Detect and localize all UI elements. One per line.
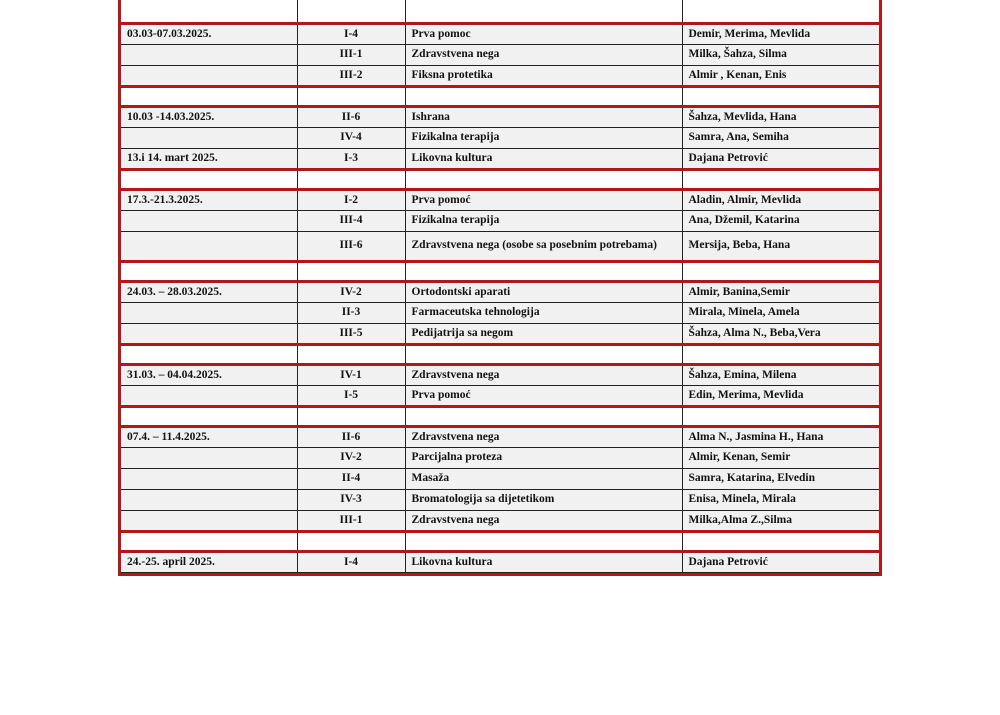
table-row [121,189,879,210]
subject-cell: Fizikalna terapija [405,210,682,231]
teachers-cell: Alma N., Jasmina H., Hana [682,426,879,447]
subject-cell: Parcijalna proteza [405,447,682,468]
subject-cell: Zdravstvena nega [405,364,682,385]
date-cell [121,44,297,65]
teachers-cell: Samra, Katarina, Elvedin [682,468,879,489]
subject-cell [405,344,682,364]
class-cell: I-5 [297,385,405,406]
date-cell [121,489,297,510]
subject-cell: Farmaceutska tehnologija [405,302,682,323]
subject-cell: Prva pomoć [405,385,682,406]
table-row [121,551,879,572]
subject-cell: Ishrana [405,106,682,127]
table-row [121,65,879,86]
subject-cell: Likovna kultura [405,148,682,169]
teachers-cell: Šahza, Emina, Milena [682,364,879,385]
date-cell [121,344,297,364]
teachers-cell [682,531,879,551]
schedule-sheet [118,0,882,576]
teachers-cell: Mersija, Beba, Hana [682,231,879,261]
date-cell [121,0,297,23]
date-cell: 03.03-07.03.2025. [127,27,212,40]
table-row [121,127,879,148]
date-cell [121,531,297,551]
class-cell: II-4 [297,468,405,489]
class-cell [297,531,405,551]
teachers-cell: Samra, Ana, Semiha [682,127,879,148]
date-cell [121,447,297,468]
class-cell: III-4 [297,210,405,231]
class-cell [297,344,405,364]
teachers-cell: Dajana Petrović [682,148,879,169]
teachers-cell [682,406,879,426]
date-cell: 24.03. – 28.03.2025. [127,285,222,298]
class-cell [297,86,405,106]
teachers-cell: Edin, Merima, Mevlida [682,385,879,406]
class-cell: IV-3 [297,489,405,510]
separator-row [121,531,879,551]
table-row [121,231,879,261]
class-cell [297,261,405,281]
date-cell [121,169,297,189]
subject-cell [405,0,682,23]
subject-cell: Fiksna protetika [405,65,682,86]
date-cell [121,86,297,106]
teachers-cell [682,169,879,189]
table-row [121,447,879,468]
class-cell: III-2 [297,65,405,86]
class-cell: I-2 [297,189,405,210]
date-cell: 10.03 -14.03.2025. [127,110,215,123]
separator-row [121,86,879,106]
teachers-cell [682,344,879,364]
table-row [121,468,879,489]
schedule-table [121,0,879,573]
teachers-cell: Šahza, Mevlida, Hana [682,106,879,127]
class-cell: II-6 [297,106,405,127]
date-cell [121,210,297,231]
subject-cell: Zdravstvena nega [405,44,682,65]
date-cell [121,231,297,261]
table-row [121,323,879,344]
subject-cell: Zdravstvena nega (osobe sa posebnim potrebama) [405,231,682,261]
table-row [121,364,879,385]
subject-cell [405,169,682,189]
subject-cell: Zdravstvena nega [405,426,682,447]
class-cell: III-6 [297,231,405,261]
date-cell [121,323,297,344]
date-cell [121,406,297,426]
class-cell: I-4 [297,551,405,572]
date-cell: 07.4. – 11.4.2025. [127,430,210,443]
class-cell: IV-4 [297,127,405,148]
separator-row [121,169,879,189]
class-cell: IV-2 [297,447,405,468]
class-cell [297,0,405,23]
teachers-cell: Mirala, Minela, Amela [682,302,879,323]
class-cell: III-1 [297,510,405,531]
table-row [121,510,879,531]
subject-cell [405,531,682,551]
subject-cell: Likovna kultura [405,551,682,572]
class-cell: I-3 [297,148,405,169]
class-cell: III-5 [297,323,405,344]
table-row [121,281,879,302]
top-row [121,0,879,23]
teachers-cell: Dajana Petrović [682,551,879,572]
subject-cell: Prva pomoć [405,189,682,210]
date-cell [121,385,297,406]
teachers-cell: Milka,Alma Z.,Silma [682,510,879,531]
subject-cell: Masaža [405,468,682,489]
class-cell: IV-2 [297,281,405,302]
teachers-cell: Aladin, Almir, Mevlida [682,189,879,210]
date-cell [121,65,297,86]
table-row [121,385,879,406]
teachers-cell [682,261,879,281]
class-cell [297,169,405,189]
date-cell [121,510,297,531]
subject-cell: Fizikalna terapija [405,127,682,148]
table-row [121,210,879,231]
class-cell [297,406,405,426]
date-cell: 17.3.-21.3.2025. [127,193,203,206]
teachers-cell: Almir, Kenan, Semir [682,447,879,468]
date-cell [121,261,297,281]
teachers-cell: Almir , Kenan, Enis [682,65,879,86]
table-row [121,148,879,169]
table-row [121,302,879,323]
table-row [121,44,879,65]
date-cell: 24.-25. april 2025. [127,555,215,568]
table-row [121,106,879,127]
date-cell: 13.i 14. mart 2025. [127,151,218,164]
teachers-cell: Demir, Merima, Mevlida [682,23,879,44]
subject-cell: Ortodontski aparati [405,281,682,302]
teachers-cell: Almir, Banina,Semir [682,281,879,302]
date-cell [121,302,297,323]
class-cell: II-3 [297,302,405,323]
date-cell [121,127,297,148]
teachers-cell [682,0,879,23]
subject-cell [405,261,682,281]
subject-cell [405,406,682,426]
schedule-rows [121,0,879,572]
subject-cell: Bromatologija sa dijetetikom [405,489,682,510]
subject-cell: Zdravstvena nega [405,510,682,531]
table-row [121,489,879,510]
subject-cell [405,86,682,106]
class-cell: IV-1 [297,364,405,385]
table-row [121,23,879,44]
teachers-cell: Enisa, Minela, Mirala [682,489,879,510]
date-cell [121,468,297,489]
teachers-cell: Ana, Džemil, Katarina [682,210,879,231]
separator-row [121,406,879,426]
separator-row [121,344,879,364]
separator-row [121,261,879,281]
subject-cell: Prva pomoc [405,23,682,44]
teachers-cell [682,86,879,106]
date-cell: 31.03. – 04.04.2025. [127,368,222,381]
teachers-cell: Milka, Šahza, Silma [682,44,879,65]
subject-cell: Pedijatrija sa negom [405,323,682,344]
class-cell: III-1 [297,44,405,65]
class-cell: I-4 [297,23,405,44]
table-row [121,426,879,447]
teachers-cell: Šahza, Alma N., Beba,Vera [682,323,879,344]
class-cell: II-6 [297,426,405,447]
